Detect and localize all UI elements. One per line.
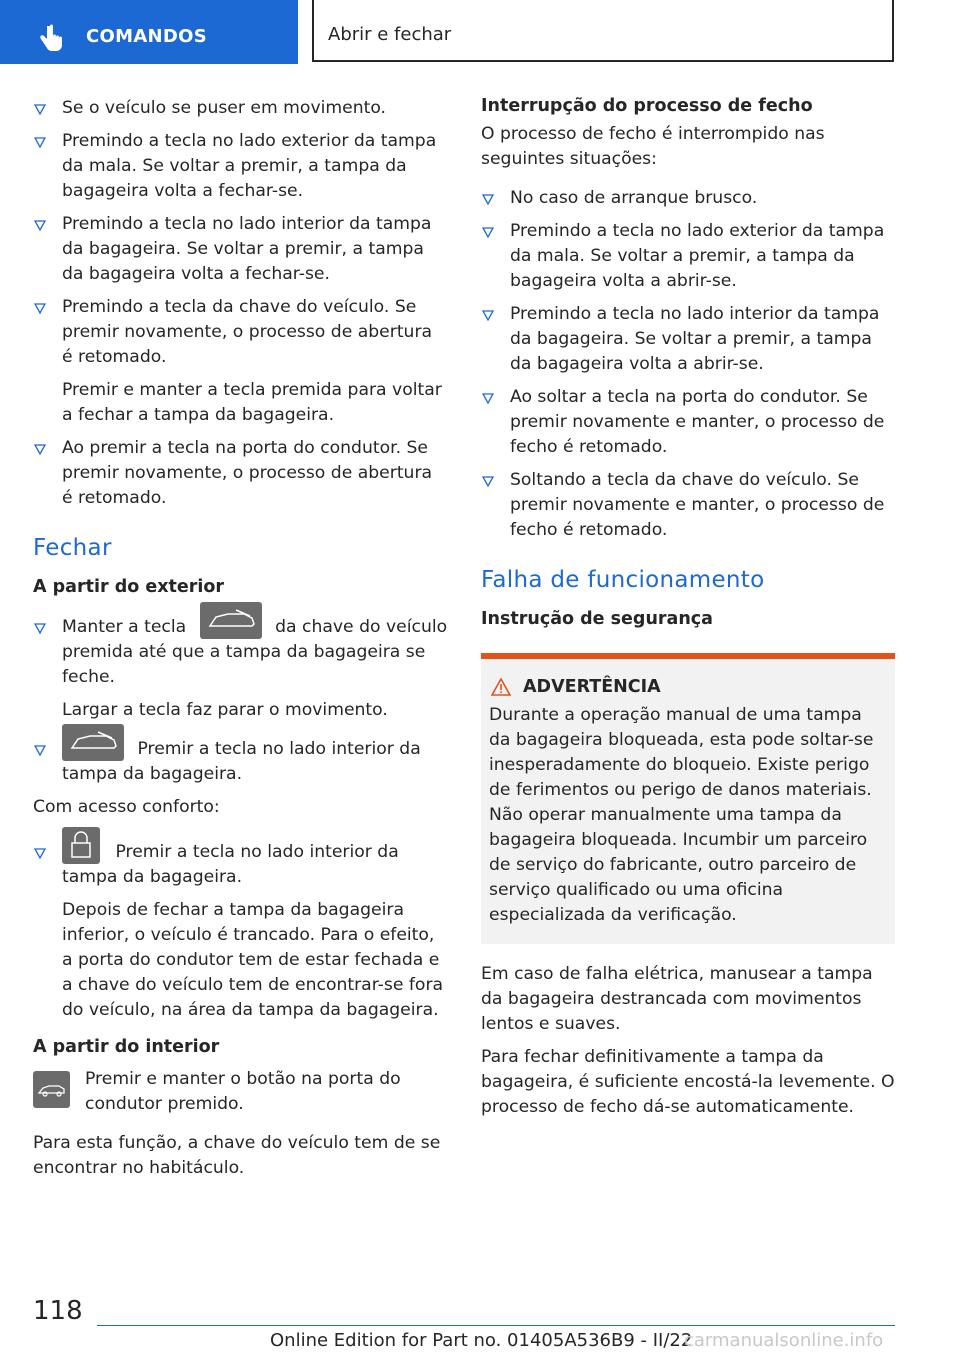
subheading-interrupt: Interrupção do processo de fecho xyxy=(481,96,813,116)
subheading-exterior: A partir do exterior xyxy=(33,577,225,597)
list-item: Se o veículo se puser em movimento. xyxy=(33,96,448,121)
bullet-triangle-icon xyxy=(482,393,494,404)
list-item: Premindo a tecla no lado interior da tampa da bagageira. Se voltar a premir, a tampa da bagageira volta a abrir-se. xyxy=(481,302,895,377)
watermark: carmanualsonline.info xyxy=(684,1330,884,1351)
lock-button-icon xyxy=(62,827,100,864)
subheading-safety: Instrução de segurança xyxy=(481,609,713,629)
list-item: Ao soltar a tecla na porta do condutor. Se premir novamente e manter, o processo de fecho é retomado. xyxy=(481,385,895,460)
list-item-note: Depois de fechar a tampa da bagageira inferior, o veículo é trancado. Para o efeito, a porta do condutor tem de estar fechada e a chave do veículo tem de encontrar-se fora do veículo, na área da tampa da bagageira. xyxy=(62,900,444,1020)
list-item: No caso de arranque brusco. xyxy=(481,186,895,211)
bullet-triangle-icon xyxy=(34,745,46,756)
list-item: Premindo a tecla no lado exterior da tampa da mala. Se voltar a premir, a tampa da bagageira volta a abrir-se. xyxy=(481,219,895,294)
interrupt-intro: O processo de fecho é interrompido nas seguintes situações: xyxy=(481,124,825,169)
bullet-triangle-icon xyxy=(34,623,46,634)
section-tab xyxy=(0,0,298,64)
bullet-triangle-icon xyxy=(34,848,46,859)
edition-text: Online Edition for Part no. 01405A536B9 - II/22 xyxy=(270,1330,693,1351)
section-title: COMANDOS xyxy=(86,26,208,47)
bullet-triangle-icon xyxy=(34,444,46,455)
left-column xyxy=(33,96,448,1189)
interior-instruction: Premir e manter o botão na porta do condutor premido. xyxy=(33,1067,448,1117)
bullet-triangle-icon xyxy=(482,194,494,205)
section-heading-fechar: Fechar xyxy=(33,535,112,561)
chapter-title: Abrir e fechar xyxy=(328,24,452,45)
trunk-close-button-icon xyxy=(62,724,124,761)
section-heading-falha: Falha de funcionamento xyxy=(481,567,765,593)
bullet-triangle-icon xyxy=(34,303,46,314)
list-item: Premindo a tecla da chave do veículo. Se premir novamente, o processo de abertura é retomado. xyxy=(33,295,448,370)
bullet-triangle-icon xyxy=(482,476,494,487)
chapter-header xyxy=(312,0,894,62)
list-item-note: Premir e manter a tecla premida para voltar a fechar a tampa da bagageira. xyxy=(62,380,442,425)
bullet-triangle-icon xyxy=(34,104,46,115)
list-item: Premindo a tecla no lado exterior da tampa da mala. Se voltar a premir, a tampa da bagageira volta a fechar-se. xyxy=(33,129,448,204)
list-item: Ao premir a tecla na porta do condutor. Se premir novamente, o processo de abertura é retomado. xyxy=(33,436,448,511)
trunk-close-key-icon xyxy=(200,602,262,639)
warning-triangle-icon xyxy=(491,678,511,696)
warning-text: Durante a operação manual de uma tampa da bagageira bloqueada, esta pode soltar-se inesperadamente do bloqueio. Existe perigo de ferimentos ou perigo de danos materiais. Não operar manualmente uma tampa da bagageira bloqueada. Incumbir um parceiro de serviço do fabricante, outro parceiro de serviço qualificado ou uma oficina especializada da verificação. xyxy=(489,705,874,925)
warning-title: ADVERTÊNCIA xyxy=(489,677,885,697)
bullet-triangle-icon xyxy=(34,220,46,231)
electric-failure-paragraph: Em caso de falha elétrica, manusear a tampa da bagageira destrancada com movimentos lentos e suaves. xyxy=(481,964,873,1034)
list-item: Premindo a tecla no lado interior da tampa da bagageira. Se voltar a premir, a tampa da bagageira volta a fechar-se. xyxy=(33,212,448,287)
bullet-triangle-icon xyxy=(482,310,494,321)
list-item: Premir a tecla no lado interior da tampa da bagageira. xyxy=(33,840,448,890)
final-paragraph: Para fechar definitivamente a tampa da bagageira, é suficiente encostá-la levemente. O processo de fecho dá-se automaticamente. xyxy=(481,1047,895,1117)
right-column xyxy=(481,96,895,1128)
footer-divider xyxy=(97,1325,895,1326)
comfort-access-label: Com acesso conforto: xyxy=(33,797,220,817)
trunk-door-button-icon xyxy=(33,1071,70,1108)
list-item-note: Largar a tecla faz parar o movimento. xyxy=(62,700,388,720)
bullet-triangle-icon xyxy=(34,137,46,148)
hand-pointer-icon xyxy=(38,24,64,52)
warning-box xyxy=(481,653,895,944)
closing-paragraph: Para esta função, a chave do veículo tem de se encontrar no habitáculo. xyxy=(33,1133,441,1178)
list-item: Premir a tecla no lado interior da tampa da bagageira. xyxy=(33,737,448,787)
list-item: Soltando a tecla da chave do veículo. Se premir novamente e manter, o processo de fecho é retomado. xyxy=(481,468,895,543)
page-number: 118 xyxy=(33,1296,83,1326)
bullet-triangle-icon xyxy=(482,227,494,238)
list-item: Manter a tecla da chave do veículo premida até que a tampa da bagageira se feche. xyxy=(33,615,448,690)
subheading-interior: A partir do interior xyxy=(33,1037,220,1057)
